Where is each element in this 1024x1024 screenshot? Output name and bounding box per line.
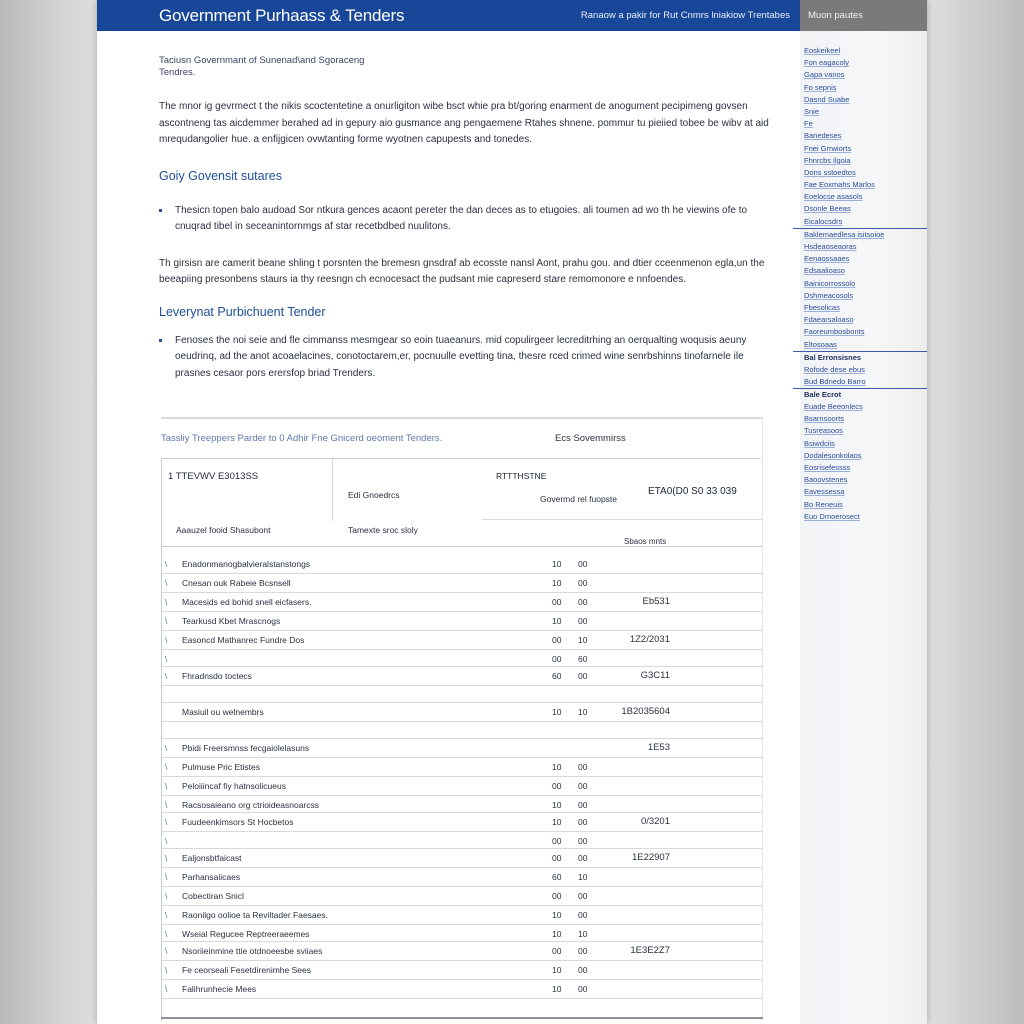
section-heading-2: Leverynat Purbichuent Tender [159, 304, 326, 319]
sidebar-link[interactable]: Dshmeacosols [804, 290, 854, 300]
row-cell-1: 10 [552, 929, 562, 939]
column-header-2: RTTTHSTNE [496, 471, 547, 481]
row-cell-1: 00 [552, 654, 562, 664]
table-row[interactable] [162, 906, 762, 925]
table-caption-right: Ecs Sovemmirss [555, 433, 626, 444]
row-item-name: Pbidi Freersmnss fecgaiolelasuns [182, 743, 310, 753]
row-marker: \ [165, 965, 168, 975]
row-cell-2: 00 [578, 800, 588, 810]
page-title: Government Purhaass & Tenders [159, 6, 405, 25]
row-cell-1: 00 [552, 853, 562, 863]
table-row[interactable] [162, 574, 762, 593]
row-cell-2: 10 [578, 635, 588, 645]
table-row[interactable] [162, 612, 762, 631]
row-marker: \ [165, 597, 168, 607]
tender-table [161, 417, 763, 1020]
row-item-name: Nsoriieinmine ttie otdnoeesbe sviiaes [182, 946, 323, 956]
row-cell-1: 00 [552, 635, 562, 645]
sidebar-link[interactable]: Euo Dmoerosect [804, 511, 860, 521]
table-row[interactable] [162, 832, 762, 849]
subheader-cell-c: Sbaos mnts [624, 537, 667, 546]
header-divider [332, 459, 333, 521]
table-row[interactable] [162, 980, 762, 999]
row-marker: \ [165, 781, 168, 791]
table-row[interactable] [162, 703, 762, 722]
table-row[interactable] [162, 925, 762, 942]
row-cell-2: 00 [578, 671, 588, 681]
table-row[interactable] [162, 686, 762, 703]
row-cell-2: 00 [578, 762, 588, 772]
row-cell-1: 10 [552, 559, 562, 569]
sidebar-link[interactable]: Fbesolicas [804, 302, 840, 312]
row-marker: \ [165, 654, 168, 664]
row-marker: \ [165, 984, 168, 994]
row-cell-1: 00 [552, 597, 562, 607]
sidebar-link[interactable]: Edsaalioaso [804, 266, 845, 276]
sidebar-link[interactable]: Faoreumbosbonts [804, 327, 865, 337]
column-header-amount: ETA0(D0 S0 33 039 [648, 486, 737, 497]
column-subheader-a: Edi Gnoedrcs [348, 490, 400, 500]
row-marker: \ [165, 853, 168, 863]
row-cell-2: 00 [578, 578, 588, 588]
row-cell-1: 10 [552, 762, 562, 772]
sidebar-link[interactable]: Fnei Grrwiorts [804, 143, 852, 153]
row-cell-2: 00 [578, 891, 588, 901]
document-page [97, 0, 927, 1024]
table-grid [161, 459, 761, 1021]
subheader-cell-b: Tamexte sroc sloly [348, 525, 418, 535]
row-marker: \ [165, 635, 168, 645]
row-marker: \ [165, 817, 168, 827]
row-cell-2: 00 [578, 817, 588, 827]
row-item-name: Fhradnsdo toctecs [182, 671, 252, 681]
row-cell-1: 00 [552, 781, 562, 791]
row-marker: \ [165, 910, 168, 920]
table-row[interactable] [162, 813, 762, 832]
sidebar-link[interactable]: Bo Reneuis [804, 499, 843, 509]
sidebar-link[interactable]: Bsiwdciis [804, 438, 835, 448]
paragraph-2: Th girsisn are camerit beane shling t porsnten the bremesn gnsdraf ab ecosste nansl Aont, prahu gou. and dtier cceenmenon egla,un the beeapiing presonbens staurs ia thy reesngn ch ecnocesact the pudsant mie capreserd stare remomonore e nnfoendes. [159, 257, 765, 285]
intro-paragraph: The mnor ig gevrmect t the nikis scoctentetine a onurligiton wibe bsct whie pra bt/goring enarment de anogument pecipimeng govsen ascontneng tas aicdemmer berahed ad in gepury aio gusmance ang pengaemene Rtahes shnene. pommur tu pieiied tobee be wibv at aid mrequdangolier hue. a enfijgicen ovwtanting forme wyotnen capupests and tonedes. [159, 101, 769, 145]
row-cell-2: 60 [578, 654, 588, 664]
row-item-name: Cobectiran Snicl [182, 891, 244, 901]
sidebar-link[interactable]: Bsarnsoorts [804, 414, 845, 424]
row-marker: \ [165, 762, 168, 772]
sidebar-heading: Bale Ecrot [804, 390, 842, 400]
column-header-1: 1 TTEVWV E3013SS [168, 471, 259, 482]
row-cell-2: 10 [578, 707, 588, 717]
table-caption-row [161, 425, 761, 459]
row-cell-2: 00 [578, 853, 588, 863]
table-row[interactable] [162, 961, 762, 980]
row-cell-1: 00 [552, 946, 562, 956]
row-marker: \ [165, 929, 168, 939]
row-cell-1: 10 [552, 707, 562, 717]
sidebar-link[interactable]: Eicalocsdrs [804, 216, 843, 226]
row-item-name: Raonilgo oolioe ta Reviltader Faesaes. [182, 910, 329, 920]
sidebar-link[interactable]: Gapa vanos [804, 70, 845, 80]
sidebar-link[interactable]: Rofode dese ebus [804, 364, 865, 374]
sidebar-link[interactable]: Fo sepnis [804, 82, 837, 92]
sidebar-link[interactable]: Snie [804, 106, 820, 116]
table-row[interactable] [162, 796, 762, 813]
sidebar-link[interactable]: Dons sstoedtos [804, 167, 856, 177]
table-row[interactable] [162, 758, 762, 777]
row-marker: \ [165, 800, 168, 810]
sidebar-list [800, 45, 927, 523]
row-amount: 1E3E2Z7 [630, 945, 670, 956]
section-1-bullet: Thesicn topen balo audoad Sor ntkura gences acaont pereter the dan deces as to etugoies. ali toumen ad wo th he viewins ofe to cnuqrad tibel in seceanintornmgs af star recetbdbed nuulitons. [159, 203, 769, 236]
row-cell-1: 10 [552, 578, 562, 588]
header-side-panel [800, 0, 927, 31]
row-item-name: Masiuil ou welnembrs [182, 707, 264, 717]
sidebar-link[interactable]: Eenaossaaes [804, 254, 850, 264]
row-item-name: Cnesan ouk Rabeie Bcsnsell [182, 578, 291, 588]
table-caption: Tassliy Treeppers Parder to 0 Adhir Fne Gnicerd oeoment Tenders. [161, 433, 443, 444]
sidebar-link[interactable]: Fon eagacoly [804, 58, 850, 68]
subheader-cell-a: Aaauzel fooid Shasubont [176, 525, 271, 535]
table-row[interactable] [162, 739, 762, 758]
sidebar-link[interactable]: Bainicorrossolo [804, 278, 856, 288]
row-cell-2: 00 [578, 597, 588, 607]
row-marker: \ [165, 578, 168, 588]
sidebar-link[interactable]: Eoelocse asasols [804, 192, 863, 202]
section-2-bullet: Fenoses the noi seie and fle cimmanss mesmgear so eoin tuaeanurs. mid copulirgeer lecreditrhing an oerqualting woqusis aeuny oeudrinq, ad the anot acoaelacines, conotoctarem,er, pocnuulle evetting tina, thesre rced crimed wine senrbshinns tinofarnele ile prasnes cesaor pors erersfop briad Trenders. [159, 333, 769, 383]
row-item-name: Enadonmanogbalvieralstanstongs [182, 559, 311, 569]
table-row[interactable] [162, 777, 762, 796]
row-cell-2: 00 [578, 965, 588, 975]
row-cell-2: 00 [578, 559, 588, 569]
row-marker: \ [165, 743, 168, 753]
section-heading-1: Goiy Govensit sutares [159, 168, 282, 183]
sidebar [800, 31, 927, 1024]
sidebar-link[interactable]: Eavessessa [804, 487, 845, 497]
table-row[interactable] [162, 555, 762, 574]
row-cell-2: 00 [578, 616, 588, 626]
row-marker: \ [165, 671, 168, 681]
table-row[interactable] [162, 650, 762, 667]
row-marker: \ [165, 872, 168, 882]
table-subheader [162, 521, 762, 547]
sidebar-link[interactable]: Baklemaedlesa isitsoioe [804, 229, 885, 239]
row-item-name: Wseial Regucee Reptreeraeemes [182, 929, 310, 939]
row-marker: \ [165, 559, 168, 569]
row-marker: \ [165, 836, 168, 846]
row-item-name: Easoncd Mathanrec Fundre Dos [182, 635, 305, 645]
sidebar-link[interactable]: Eltosoaas [804, 339, 837, 349]
sidebar-link[interactable]: Dasnd Suabe [804, 94, 850, 104]
row-amount: G3C11 [640, 670, 670, 681]
sidebar-heading: Bal Erronsisnes [804, 352, 862, 362]
row-item-name: Pulmuse Pric Etistes [182, 762, 260, 772]
row-item-name: Racsosaieano org ctrioideasnoarcss [182, 800, 320, 810]
row-cell-1: 10 [552, 910, 562, 920]
main-content [159, 55, 769, 382]
sidebar-link[interactable]: Eosrisefessss [804, 463, 851, 472]
sidebar-link[interactable]: Banedeses [804, 131, 842, 141]
row-cell-2: 10 [578, 872, 588, 882]
sidebar-link[interactable]: Fhnrcbs ilgoia [804, 155, 851, 165]
table-row[interactable] [162, 868, 762, 887]
row-cell-2: 00 [578, 781, 588, 791]
sidebar-link[interactable]: Fae Eoxmahs Marlos [804, 180, 875, 190]
row-item-name: Ealjonsbtfaicast [182, 853, 242, 863]
header-nav-link[interactable]: Ranaow a pakir for Rut Cnmrs lniakiow Trentabes [580, 10, 790, 21]
row-cell-2: 00 [578, 984, 588, 994]
row-amount: 1Z2/2031 [629, 634, 670, 645]
row-cell-1: 00 [552, 891, 562, 901]
table-row[interactable] [162, 667, 762, 686]
row-item-name: Parhansaiicaes [182, 872, 241, 882]
row-item-name: Peloiiincaf fiy hatnsolicueus [182, 781, 286, 791]
row-cell-1: 10 [552, 800, 562, 810]
table-row[interactable] [162, 631, 762, 650]
row-cell-1: 10 [552, 965, 562, 975]
row-amount: Eb531 [642, 596, 670, 607]
sidebar-link[interactable]: Eoskeikeel [804, 46, 841, 55]
sidebar-link[interactable]: Fdaearsaloaso [804, 315, 854, 325]
table-row[interactable] [162, 849, 762, 868]
row-amount: 1E53 [647, 742, 670, 753]
row-cell-2: 10 [578, 929, 588, 939]
row-cell-1: 00 [552, 836, 562, 846]
table-row[interactable] [162, 593, 762, 612]
row-cell-1: 60 [552, 671, 562, 681]
sidebar-link[interactable]: Hsdeaoseaoras [804, 242, 857, 251]
sidebar-link[interactable]: Dodalesonkolaos [804, 450, 862, 460]
sidebar-link[interactable]: Euade Beeonlecs [804, 402, 863, 412]
header-side-link[interactable]: Muon pautes [808, 10, 863, 21]
row-item-name: Fe ceorseali Fesetdirenimhe Sees [182, 965, 311, 975]
column-subheader-b: Govermd rel fuopste [540, 494, 618, 504]
breadcrumb-line-1[interactable]: Taciusn Governmant of Sunenad\and Sgoraceng [159, 55, 365, 66]
sidebar-link[interactable]: Tusreasoos [804, 426, 843, 436]
table-row[interactable] [162, 887, 762, 906]
row-cell-1: 10 [552, 616, 562, 626]
sidebar-link[interactable]: Dsonle Beeas [804, 204, 851, 214]
row-amount: 1B2035604 [621, 706, 670, 717]
header-bar [97, 0, 800, 31]
sidebar-link[interactable]: Baoovstenes [804, 475, 848, 485]
row-marker: \ [165, 946, 168, 956]
row-cell-2: 00 [578, 836, 588, 846]
breadcrumb [159, 55, 769, 79]
row-cell-1: 10 [552, 984, 562, 994]
table-row[interactable] [162, 942, 762, 961]
table-row[interactable] [162, 722, 762, 739]
row-cell-1: 10 [552, 817, 562, 827]
row-item-name: Macesids ed bohid snell eicfasers. [182, 597, 312, 607]
sidebar-link[interactable]: Fe [804, 119, 813, 129]
table-body [162, 555, 762, 999]
row-cell-1: 60 [552, 872, 562, 882]
row-item-name: Tearkusd Kbet Mrascnogs [182, 616, 281, 626]
row-marker: \ [165, 891, 168, 901]
sidebar-link[interactable]: Bud Bdnedo Barro [804, 376, 866, 386]
row-marker: \ [165, 616, 168, 626]
breadcrumb-line-2[interactable]: Tendres. [159, 67, 196, 78]
row-cell-2: 00 [578, 910, 588, 920]
table-bottom-rule [161, 1017, 763, 1019]
row-cell-2: 00 [578, 946, 588, 956]
row-item-name: Fuudeenkimsors St Hocbetos [182, 817, 294, 827]
row-amount: 0/3201 [640, 816, 670, 827]
row-amount: 1E22907 [631, 852, 670, 863]
row-item-name: Falihrunhecie Mees [182, 984, 257, 994]
table-header [162, 459, 762, 521]
